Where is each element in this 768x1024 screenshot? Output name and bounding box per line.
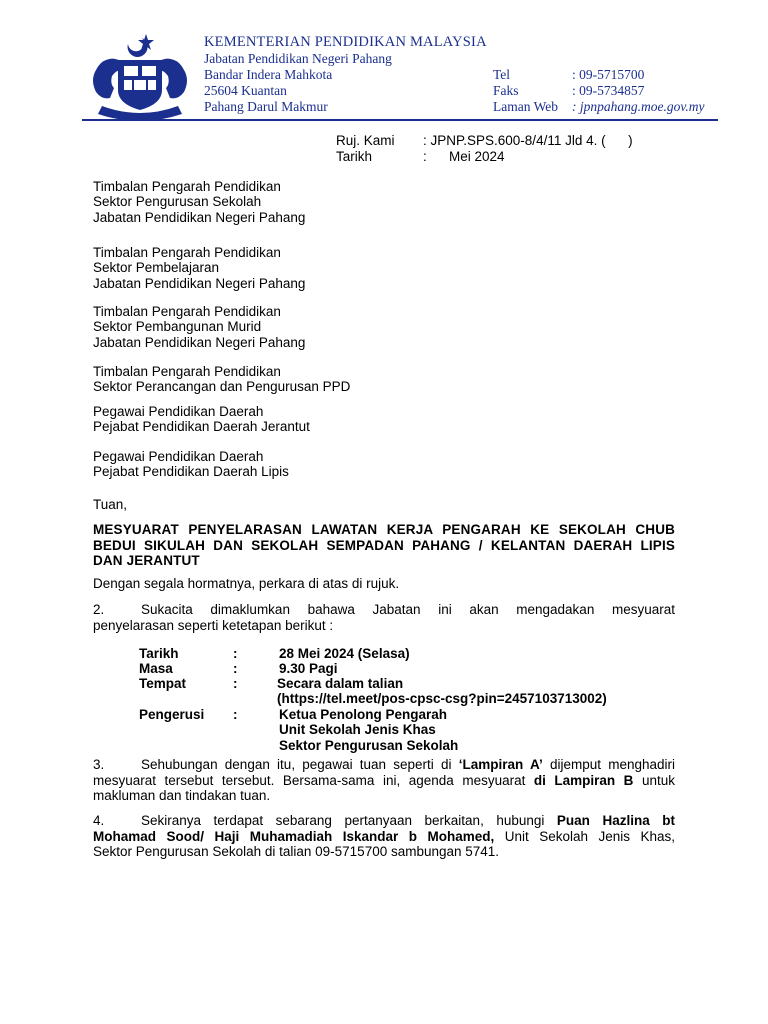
paragraph-2 xyxy=(93,602,675,633)
detail-value-pengerusi-2: Unit Sekolah Jenis Khas xyxy=(279,722,436,737)
paragraph-text: penyelarasan seperti ketetapan berikut : xyxy=(93,617,334,633)
tarikh-value: Mei 2024 xyxy=(449,149,505,164)
paragraph-3 xyxy=(93,757,675,804)
detail-colon: : xyxy=(233,661,238,676)
paragraph-text: mesyuarat tersebut tersebut. Bersama-sama ini, agenda mesyuarat xyxy=(93,772,534,788)
detail-value-tempat: Secara dalam talian xyxy=(277,676,404,691)
fax-value: : 09-5734857 xyxy=(572,83,645,98)
paragraph-number: 4. xyxy=(93,813,105,828)
address-line-2: 25604 Kuantan xyxy=(204,83,287,98)
addressee-block-2 xyxy=(93,245,305,291)
malaysia-crest-logo xyxy=(88,30,192,122)
address-line-3: Pahang Darul Makmur xyxy=(204,99,328,114)
addressee-line: Jabatan Pendidikan Negeri Pahang xyxy=(93,209,306,225)
paragraph-4 xyxy=(93,813,675,860)
contact-name: Mohamad Sood/ Haji Muhamadiah Iskandar b Mohamed, xyxy=(93,828,495,844)
salutation: Tuan, xyxy=(93,497,128,512)
addressee-line: Timbalan Pengarah Pendidikan xyxy=(93,179,281,194)
addressee-line: Jabatan Pendidikan Negeri Pahang xyxy=(93,334,306,350)
detail-value-masa: 9.30 Pagi xyxy=(279,661,338,676)
addressee-line: Sektor Pengurusan Sekolah xyxy=(93,194,262,210)
lampiran-a-ref: ‘Lampiran A’ xyxy=(458,757,543,772)
detail-colon: : xyxy=(233,646,238,661)
paragraph-text: Unit Sekolah Jenis Khas, xyxy=(494,828,675,844)
detail-value-tarikh: 28 Mei 2024 (Selasa) xyxy=(279,646,410,661)
meeting-link[interactable]: (https://tel.meet/pos-cpsc-csg?pin=2457103713002) xyxy=(277,691,607,706)
fax-label: Faks xyxy=(493,83,519,98)
paragraph-text: untuk xyxy=(633,772,675,788)
detail-label-tempat: Tempat xyxy=(139,676,187,691)
letterhead-divider xyxy=(82,119,718,121)
addressee-line: Sektor Pembangunan Murid xyxy=(93,319,262,335)
addressee-line: Timbalan Pengarah Pendidikan xyxy=(93,245,281,260)
paragraph-text: Sukacita dimaklumkan bahawa Jabatan ini akan mengadakan mesyuarat xyxy=(141,602,675,617)
subject-line: BEDUI SIKULAH DAN SEKOLAH SEMPADAN PAHANG / KELANTAN DAERAH LIPIS xyxy=(93,537,675,553)
addressee-line: Pejabat Pendidikan Daerah Lipis xyxy=(93,464,289,480)
ruj-value: : JPNP.SPS.600-8/4/11 Jld 4. ( ) xyxy=(423,133,633,148)
detail-label-pengerusi: Pengerusi xyxy=(139,707,205,722)
paragraph-text: Sektor Pengurusan Sekolah di talian 09-5715700 sambungan 5741. xyxy=(93,844,500,860)
ministry-name: KEMENTERIAN PENDIDIKAN MALAYSIA xyxy=(204,34,487,50)
subject-line: DAN JERANTUT xyxy=(93,553,200,568)
addressee-line: Jabatan Pendidikan Negeri Pahang xyxy=(93,275,306,291)
ruj-label: Ruj. Kami xyxy=(336,133,395,148)
letter-subject xyxy=(93,522,675,569)
paragraph-1: Dengan segala hormatnya, perkara di atas di rujuk. xyxy=(93,576,400,591)
paragraph-text: makluman dan tindakan tuan. xyxy=(93,788,271,804)
addressee-line: Timbalan Pengarah Pendidikan xyxy=(93,364,281,379)
detail-value-pengerusi-3: Sektor Pengurusan Sekolah xyxy=(279,738,459,753)
tel-value: : 09-5715700 xyxy=(572,67,645,82)
addressee-line: Pegawai Pendidikan Daerah xyxy=(93,449,264,464)
detail-label-tarikh: Tarikh xyxy=(139,646,179,661)
lampiran-b-ref: di Lampiran B xyxy=(533,772,634,788)
paragraph-text: Sekiranya terdapat sebarang pertanyaan berkaitan, hubungi xyxy=(141,813,557,828)
addressee-block-6 xyxy=(93,449,289,480)
addressee-line: Timbalan Pengarah Pendidikan xyxy=(93,304,281,319)
detail-colon: : xyxy=(233,707,238,722)
detail-colon: : xyxy=(233,676,238,691)
subject-line: MESYUARAT PENYELARASAN LAWATAN KERJA PENGARAH KE SEKOLAH CHUB xyxy=(93,522,675,537)
paragraph-text: dijemput menghadiri xyxy=(542,757,675,772)
addressee-line: Pejabat Pendidikan Daerah Jerantut xyxy=(93,419,310,435)
contact-name: Puan Hazlina bt xyxy=(556,813,675,828)
detail-label-masa: Masa xyxy=(139,661,173,676)
addressee-line: Sektor Pembelajaran xyxy=(93,260,220,276)
tarikh-label: Tarikh xyxy=(336,149,373,164)
paragraph-number: 2. xyxy=(93,602,105,617)
website-link[interactable]: : jpnpahang.moe.gov.my xyxy=(572,99,705,114)
addressee-line: Pegawai Pendidikan Daerah xyxy=(93,404,264,419)
paragraph-text: Sehubungan dengan itu, pegawai tuan seperti di xyxy=(141,757,459,772)
addressee-line: Sektor Perancangan dan Pengurusan PPD xyxy=(93,379,351,395)
addressee-block-3 xyxy=(93,304,305,350)
tel-label: Tel xyxy=(493,67,511,82)
addressee-block-4 xyxy=(93,364,350,395)
addressee-block-5 xyxy=(93,404,310,435)
tarikh-colon: : xyxy=(423,149,427,164)
website-label: Laman Web xyxy=(493,99,559,114)
paragraph-number: 3. xyxy=(93,757,105,772)
detail-value-pengerusi: Ketua Penolong Pengarah xyxy=(279,707,448,722)
address-line-1: Bandar Indera Mahkota xyxy=(204,67,333,82)
dept-name: Jabatan Pendidikan Negeri Pahang xyxy=(204,51,392,66)
addressee-block-1 xyxy=(93,179,305,225)
